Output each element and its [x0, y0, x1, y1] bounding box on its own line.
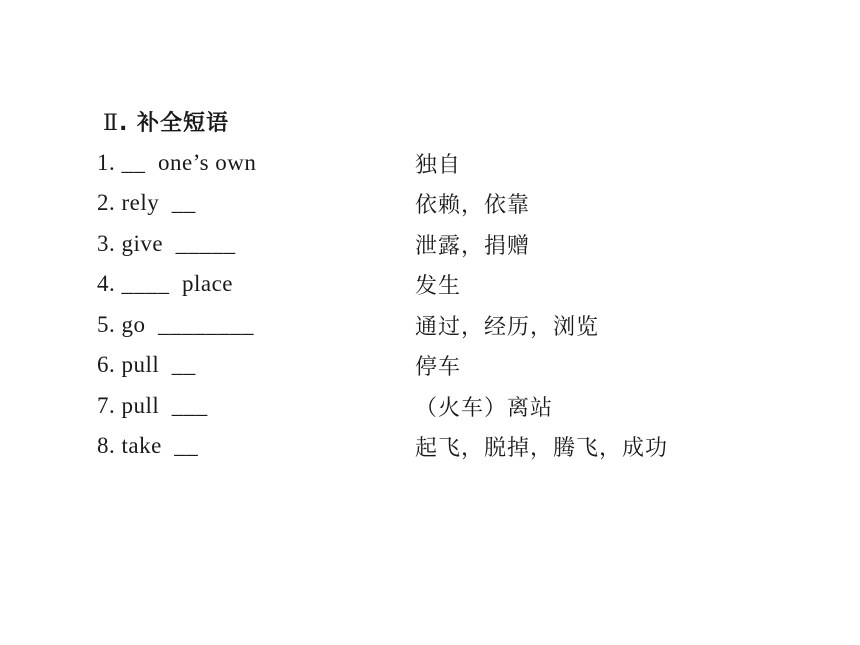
phrase-row — [97, 231, 777, 271]
phrase-row — [97, 150, 777, 190]
phrase-chinese: （火车）离站 — [415, 396, 554, 421]
phrase-english: 6. pull __ — [97, 352, 196, 377]
phrase-row — [97, 393, 777, 433]
phrase-chinese: 起飞，脱掉，腾飞，成功 — [415, 436, 669, 461]
phrase-row — [97, 352, 777, 392]
phrase-english: 2. rely __ — [97, 190, 196, 215]
phrase-english: 3. give _____ — [97, 231, 236, 256]
phrase-row — [97, 190, 777, 230]
phrase-english: 5. go ________ — [97, 312, 254, 337]
phrase-chinese: 泄露，捐赠 — [415, 234, 531, 259]
phrase-row — [97, 433, 777, 473]
section-title: . 补全短语 — [118, 111, 229, 136]
phrase-chinese: 通过，经历，浏览 — [415, 315, 600, 340]
phrase-chinese: 停车 — [415, 355, 462, 380]
section-numeral: Ⅱ — [103, 111, 119, 136]
phrase-english: 4. ____ place — [97, 271, 234, 296]
phrase-chinese: 依赖，依靠 — [415, 193, 531, 218]
phrase-english: 8. take __ — [97, 433, 199, 458]
phrase-chinese: 发生 — [415, 274, 462, 299]
phrase-english: 1. __ one’s own — [97, 150, 257, 175]
section-heading — [103, 106, 229, 137]
phrase-row — [97, 271, 777, 311]
phrase-chinese: 独自 — [415, 153, 462, 178]
phrase-english: 7. pull ___ — [97, 393, 208, 418]
phrase-row — [97, 312, 777, 352]
